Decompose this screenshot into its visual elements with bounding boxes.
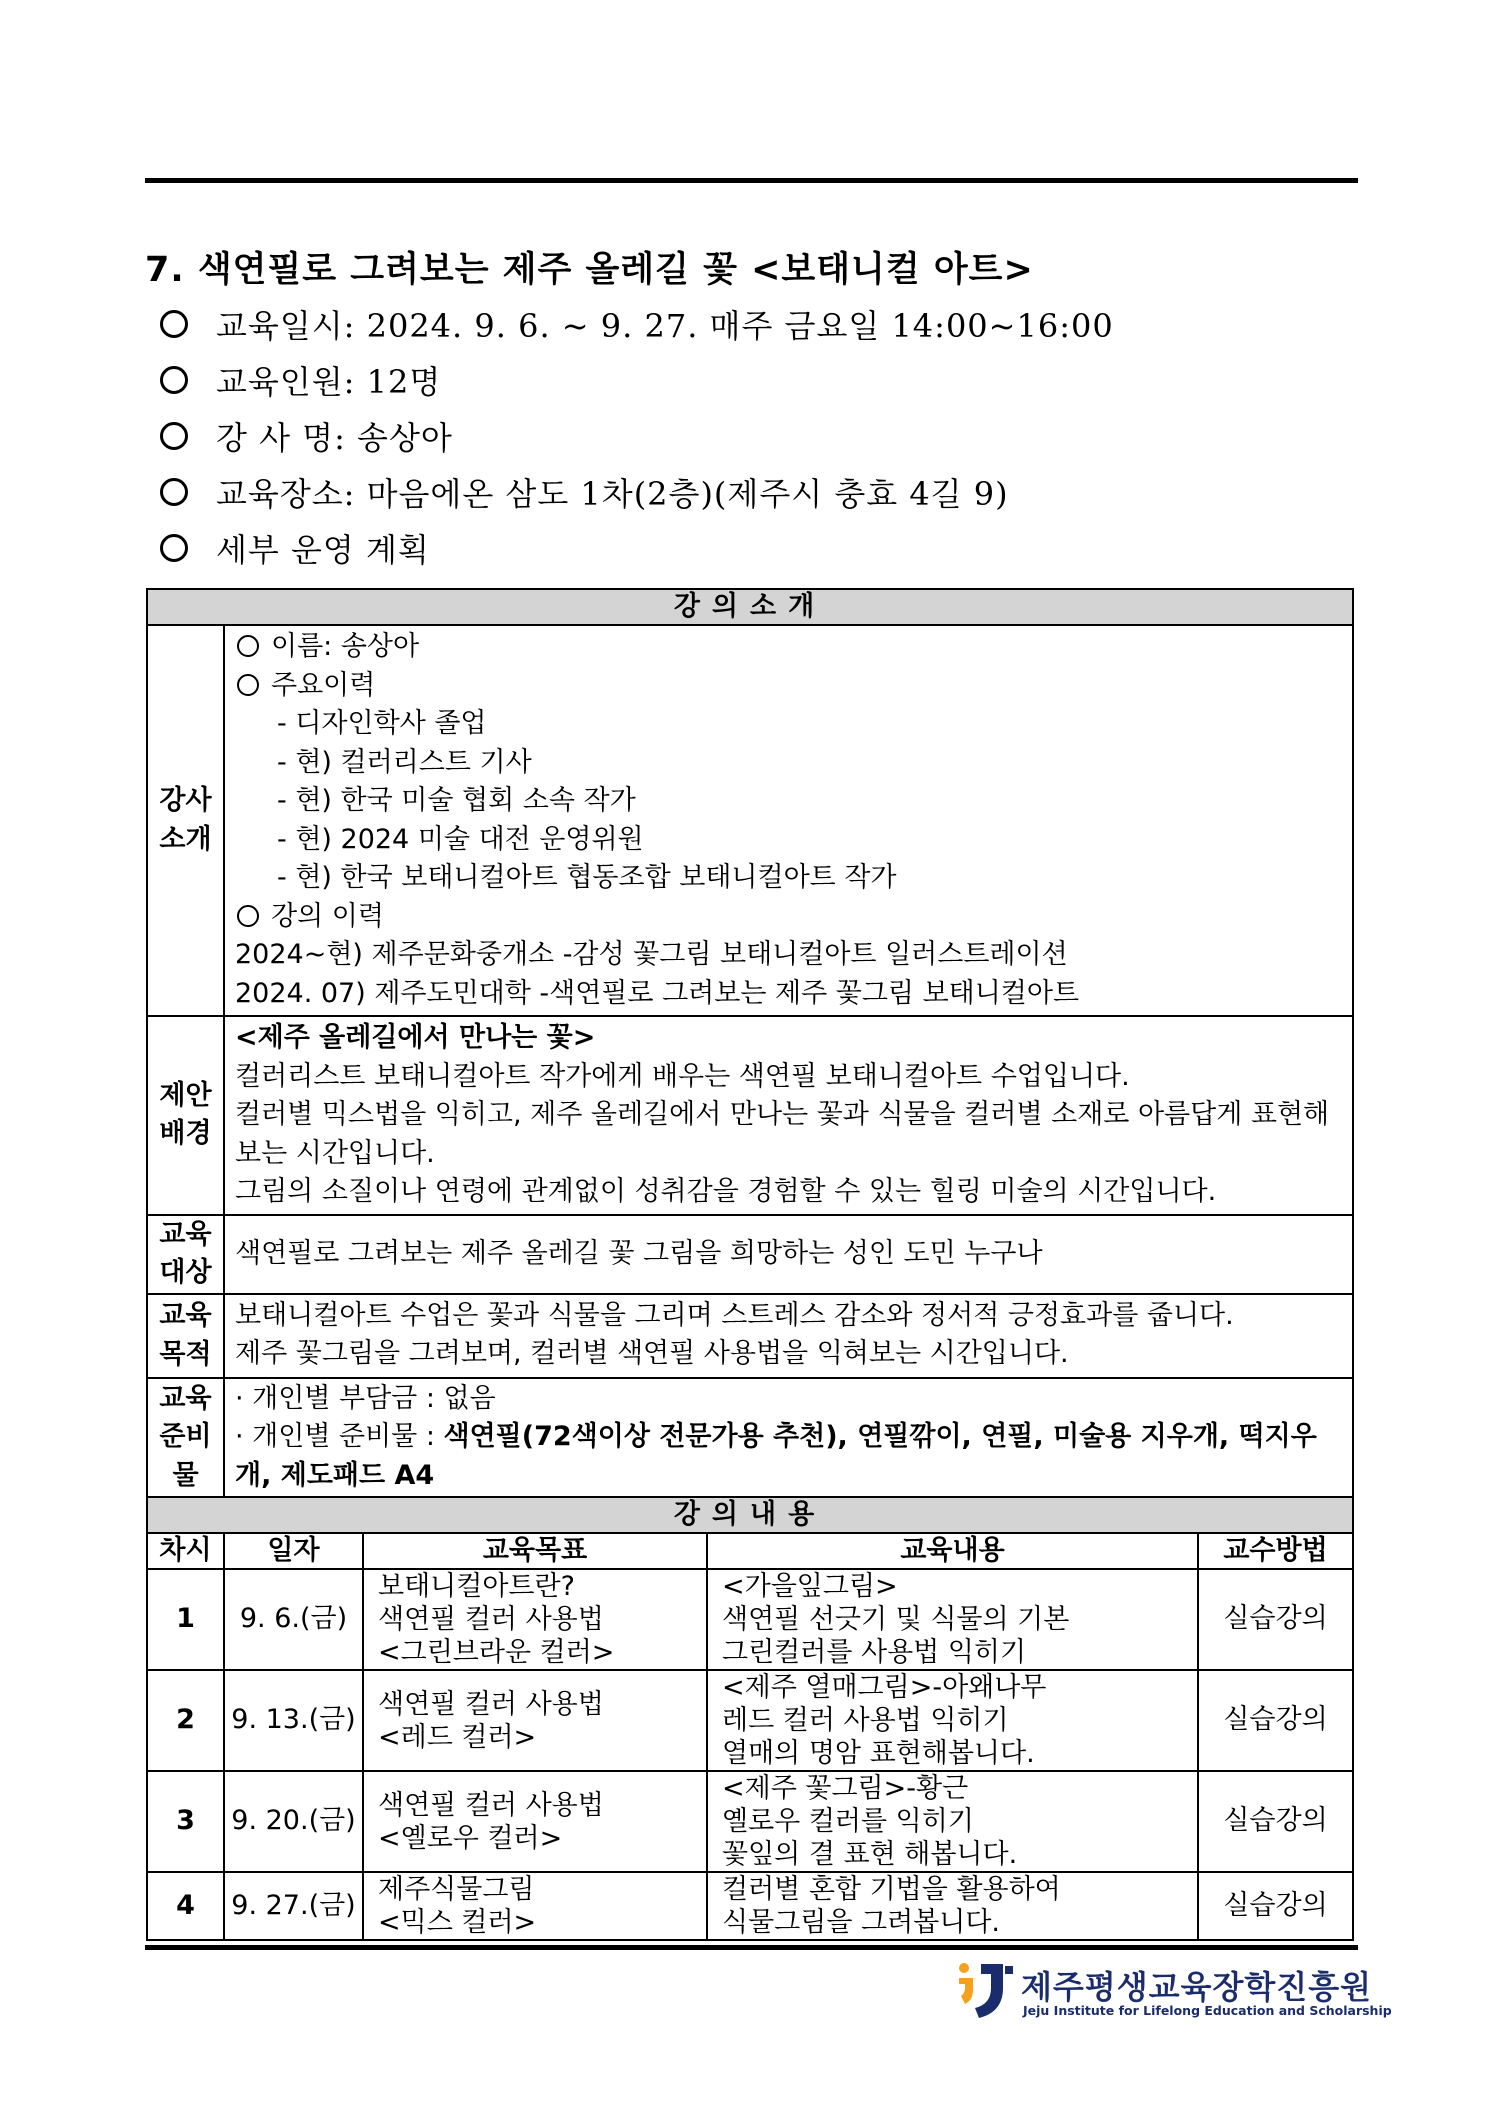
- background-line: 컬러리스트 보태니컬아트 작가에게 배우는 색연필 보태니컬아트 수업입니다.: [235, 1060, 1130, 1092]
- prep-row: [147, 1378, 1353, 1498]
- prep-cost: · 개인별 부담금 : 없음: [235, 1382, 496, 1414]
- session-content: <가을잎그림> 색연필 선긋기 및 식물의 기본 그린컬러를 사용법 익히기: [707, 1569, 1198, 1670]
- prep-cell: [224, 1378, 1353, 1498]
- column-header: 차시: [147, 1533, 224, 1569]
- instructor-row: [147, 625, 1353, 1016]
- background-line: 그림의 소질이나 연령에 관계없이 성취감을 경험할 수 있는 힐링 미술의 시간입니다.: [235, 1176, 1217, 1207]
- info-list: [160, 298, 1114, 578]
- session-number: 3: [147, 1771, 224, 1872]
- session-content: 컬러별 혼합 기법을 활용하여 식물그림을 그려봅니다.: [707, 1872, 1198, 1940]
- circle-bullet-icon: [160, 422, 188, 450]
- top-rule: [145, 178, 1358, 183]
- org-name: 제주평생교육장학진흥원: [1021, 1968, 1373, 2006]
- circle-bullet-icon: [160, 366, 188, 394]
- column-header: 교육내용: [707, 1533, 1198, 1569]
- bottom-rule: [145, 1945, 1358, 1950]
- org-english-name: Jeju Institute for Lifelong Education and Scholarship: [1023, 2003, 1392, 2018]
- target-row: [147, 1215, 1353, 1294]
- lecture-item: 2024. 07) 제주도민대학 -색연필로 그려보는 제주 꽃그림 보태니컬아트: [235, 977, 1080, 1009]
- career-item: - 디자인학사 졸업: [277, 708, 487, 739]
- career-item: - 현) 한국 보태니컬아트 협동조합 보태니컬아트 작가: [277, 862, 897, 893]
- session-method: 실습강의: [1198, 1670, 1353, 1771]
- career-item: - 현) 2024 미술 대전 운영위원: [277, 823, 644, 855]
- session-number: 4: [147, 1872, 224, 1940]
- schedule-header-row: [147, 1533, 1353, 1569]
- instructor-cell: [224, 625, 1353, 1016]
- session-content: <제주 열매그림>-아왜나무 레드 컬러 사용법 익히기 열매의 명암 표현해봅니다.: [707, 1670, 1198, 1771]
- circle-bullet-icon: [237, 905, 259, 927]
- session-date: 9. 13.(금): [224, 1670, 363, 1771]
- lecture-item: 2024~현) 제주문화중개소 -감성 꽃그림 보태니컬아트 일러스트레이션: [235, 939, 1068, 970]
- career-title: 주요이력: [235, 667, 1342, 706]
- column-header: 교수방법: [1198, 1533, 1353, 1569]
- circle-bullet-icon: [160, 310, 188, 338]
- section-heading: 7. 색연필로 그려보는 제주 올레길 꽃 <보태니컬 아트>: [145, 250, 1034, 290]
- info-item: 교육인원: 12명: [160, 354, 1114, 410]
- session-date: 9. 6.(금): [224, 1569, 363, 1670]
- org-logo: [955, 1960, 1392, 2022]
- session-number: 1: [147, 1569, 224, 1670]
- row-label: 제안배경: [147, 1016, 224, 1215]
- goal-line: 제주 꽃그림을 그려보며, 컬러별 색연필 사용법을 익혀보는 시간입니다.: [235, 1338, 1069, 1369]
- circle-bullet-icon: [237, 635, 259, 657]
- goal-cell: [224, 1294, 1353, 1378]
- session-goal: 색연필 컬러 사용법 <레드 컬러>: [363, 1670, 707, 1771]
- row-label: 교육 준비물: [147, 1378, 224, 1498]
- session-method: 실습강의: [1198, 1569, 1353, 1670]
- goal-row: [147, 1294, 1353, 1378]
- session-goal: 보태니컬아트란? 색연필 컬러 사용법 <그린브라운 컬러>: [363, 1569, 707, 1670]
- circle-bullet-icon: [160, 478, 188, 506]
- session-method: 실습강의: [1198, 1872, 1353, 1940]
- schedule-row: [147, 1872, 1353, 1940]
- instructor-name: 이름: 송상아: [235, 628, 1342, 667]
- target-text: 색연필로 그려보는 제주 올레길 꽃 그림을 희망하는 성인 도민 누구나: [224, 1215, 1353, 1294]
- section-header-content: 강의내용: [147, 1497, 1353, 1533]
- lecture-title: 강의 이력: [235, 898, 1342, 937]
- column-header: 교육목표: [363, 1533, 707, 1569]
- session-goal: 색연필 컬러 사용법 <옐로우 컬러>: [363, 1771, 707, 1872]
- row-label: 강사소개: [147, 625, 224, 1016]
- column-header: 일자: [224, 1533, 363, 1569]
- row-label: 교육대상: [147, 1215, 224, 1294]
- session-content: <제주 꽃그림>-황근 옐로우 컬러를 익히기 꽃잎의 결 표현 해봅니다.: [707, 1771, 1198, 1872]
- info-item: 강 사 명: 송상아: [160, 410, 1114, 466]
- session-date: 9. 20.(금): [224, 1771, 363, 1872]
- session-date: 9. 27.(금): [224, 1872, 363, 1940]
- institute-logo-icon: [955, 1960, 1017, 2022]
- info-item: 교육일시: 2024. 9. 6. ~ 9. 27. 매주 금요일 14:00~16:00: [160, 298, 1114, 354]
- schedule-row: [147, 1771, 1353, 1872]
- plan-table: [146, 588, 1354, 1941]
- info-item: 교육장소: 마음에온 삼도 1차(2층)(제주시 충효 4길 9): [160, 466, 1114, 522]
- schedule-row: [147, 1569, 1353, 1670]
- section-header-intro: 강의소개: [147, 589, 1353, 625]
- session-number: 2: [147, 1670, 224, 1771]
- background-row: [147, 1016, 1353, 1215]
- circle-bullet-icon: [160, 534, 188, 562]
- career-item: - 현) 컬러리스트 기사: [277, 746, 532, 778]
- session-method: 실습강의: [1198, 1771, 1353, 1872]
- info-item: 세부 운영 계획: [160, 522, 1114, 578]
- session-goal: 제주식물그림 <믹스 컬러>: [363, 1872, 707, 1940]
- prep-items: · 개인별 준비물 : 색연필(72색이상 전문가용 추천), 연필깎이, 연필, 미술용 지우개, 떡지우개, 제도패드 A4: [235, 1421, 1317, 1491]
- career-item: - 현) 한국 미술 협회 소속 작가: [277, 785, 636, 816]
- background-cell: [224, 1016, 1353, 1215]
- background-line: 컬러별 믹스법을 익히고, 제주 올레길에서 만나는 꽃과 식물을 컬러별 소재로 아름답게 표현해보는 시간입니다.: [235, 1099, 1330, 1169]
- schedule-row: [147, 1670, 1353, 1771]
- row-label: 교육목적: [147, 1294, 224, 1378]
- background-title: <제주 올레길에서 만나는 꽃>: [235, 1022, 596, 1053]
- circle-bullet-icon: [237, 674, 259, 696]
- goal-line: 보태니컬아트 수업은 꽃과 식물을 그리며 스트레스 감소와 정서적 긍정효과를 줍니다.: [235, 1299, 1234, 1331]
